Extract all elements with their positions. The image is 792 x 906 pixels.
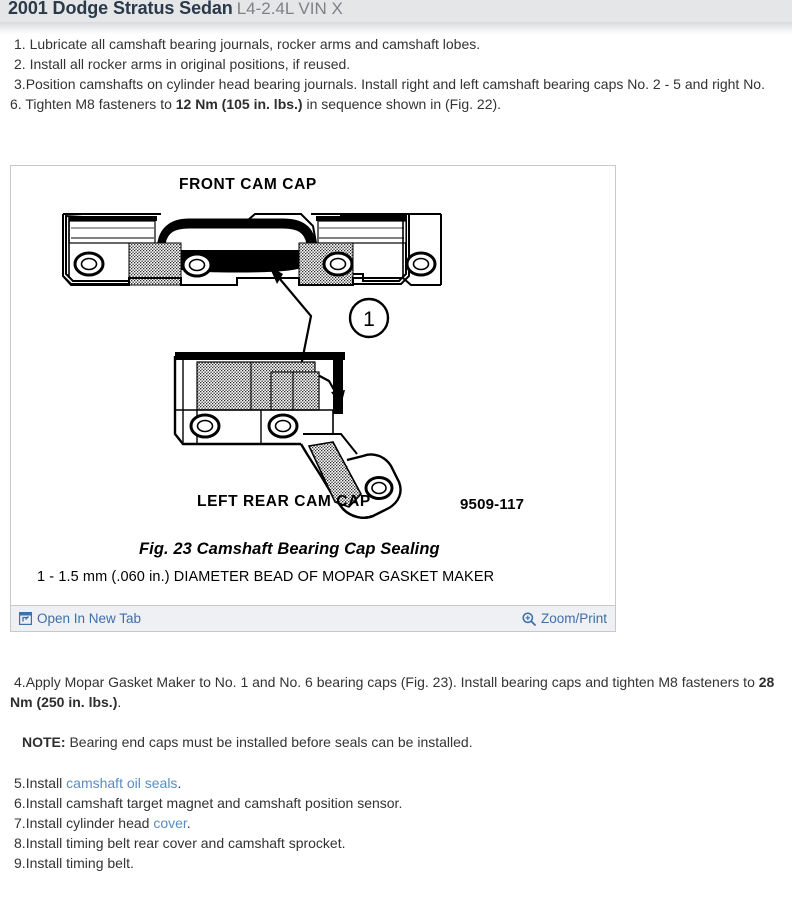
- note-label: NOTE:: [22, 734, 66, 750]
- step-text-post: .: [186, 815, 191, 831]
- step-number: 1.: [14, 36, 26, 52]
- vehicle-name: 2001 Dodge Stratus Sedan: [8, 0, 233, 18]
- torque-value: 12 Nm (105 in. lbs.): [175, 96, 303, 112]
- step-number: 9.: [14, 855, 26, 871]
- figure-image: [11, 166, 615, 606]
- figure-viewer: [10, 165, 616, 632]
- callout-number-1: 1: [363, 308, 375, 331]
- page-title: [8, 0, 343, 22]
- step-text: Lubricate all camshaft bearing journals, rocker arms and camshaft lobes.: [29, 36, 481, 52]
- step-item: [10, 773, 778, 793]
- step-text-pre: Install cylinder head: [25, 815, 154, 831]
- step-text-pre: Install timing belt rear cover and camshaft sprocket.: [25, 835, 346, 851]
- step-item: [10, 833, 778, 853]
- header-shadow-divider: [0, 22, 792, 34]
- step-number: 5.: [14, 775, 26, 791]
- step-number: 3.: [14, 76, 26, 92]
- link-camshaft-oil-seals[interactable]: camshaft oil seals: [66, 775, 178, 791]
- step-item: [10, 813, 778, 833]
- step-item: [10, 34, 778, 54]
- step-text-pre: Install camshaft target magnet and camshaft position sensor.: [25, 795, 403, 811]
- step-text-pre: Install timing belt.: [25, 855, 134, 871]
- step-number: 8.: [14, 835, 26, 851]
- note-block: [0, 732, 792, 752]
- step-number: 7.: [14, 815, 26, 831]
- step-item: [10, 672, 778, 712]
- step-item: [10, 853, 778, 873]
- step-item: [10, 54, 778, 74]
- step-text: Install all rocker arms in original positions, if reused.: [29, 56, 351, 72]
- step-number: 6.: [14, 795, 26, 811]
- link-cover[interactable]: cover: [153, 815, 187, 831]
- procedure-steps-top: [0, 34, 792, 114]
- note-text: Bearing end caps must be installed before seals can be installed.: [65, 734, 473, 750]
- step-text-post: .: [117, 694, 122, 710]
- step-text-post: in sequence shown in (Fig. 22).: [302, 96, 502, 112]
- figure-drawing-number: 9509-117: [460, 496, 525, 513]
- figure-caption: Fig. 23 Camshaft Bearing Cap Sealing: [139, 540, 440, 558]
- new-window-icon: [19, 612, 32, 625]
- open-in-new-tab-label: Open In New Tab: [37, 611, 142, 626]
- step-item: [10, 793, 778, 813]
- step-item: [10, 74, 778, 114]
- step-text-post: .: [177, 775, 182, 791]
- vehicle-header: [0, 0, 792, 22]
- figure-toolbar: [11, 605, 615, 631]
- figure-bead-note: 1 - 1.5 mm (.060 in.) DIAMETER BEAD OF MOPAR GASKET MAKER: [37, 569, 495, 585]
- step-number: 4.: [14, 674, 26, 690]
- procedure-steps-bottom: [0, 672, 792, 873]
- torque-value: 28 Nm (250 in. lbs.): [10, 674, 775, 710]
- figure-label-left-rear-cam-cap: LEFT REAR CAM CAP: [197, 493, 371, 510]
- step-number: 2.: [14, 56, 26, 72]
- zoom-print-label: Zoom/Print: [540, 611, 607, 626]
- step-text-pre: Apply Mopar Gasket Maker to No. 1 and No. 6 bearing caps (Fig. 23). Install bearing caps and tighten M8 fasteners to: [25, 674, 759, 690]
- vehicle-engine: L4-2.4L VIN X: [236, 0, 343, 18]
- figure-label-front-cam-cap: FRONT CAM CAP: [179, 176, 317, 193]
- open-in-new-tab-button[interactable]: [19, 611, 141, 626]
- zoom-print-button[interactable]: [522, 611, 607, 626]
- magnifier-plus-icon: [522, 612, 536, 626]
- step-text-pre: Install: [25, 775, 67, 791]
- step-text-pre: Position camshafts on cylinder head bearing journals. Install right and left camshaft bearing caps No. 2 - 5 and right No. 6. Tighten M8 fasteners to: [10, 76, 765, 112]
